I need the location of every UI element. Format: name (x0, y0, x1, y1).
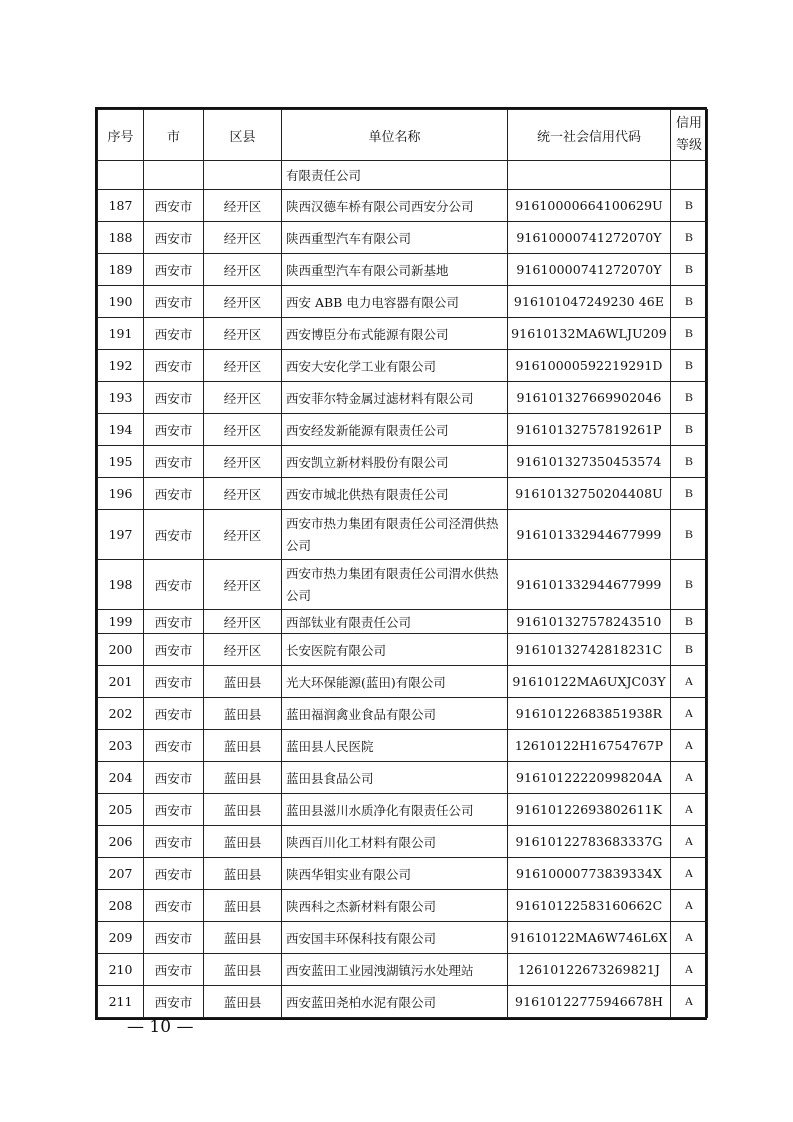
cell-code: 916101047249230 46E (508, 286, 671, 318)
cell-seq: 204 (98, 762, 144, 794)
cell-code: 91610122220998204A (508, 762, 671, 794)
cell-seq: 194 (98, 414, 144, 446)
cell-city: 西安市 (144, 414, 204, 446)
cell-name: 陕西科之杰新材料有限公司 (282, 890, 508, 922)
cell-name: 陕西百川化工材料有限公司 (282, 826, 508, 858)
cell-code: 91610122783683337G (508, 826, 671, 858)
cell-rating: B (671, 190, 708, 222)
cell-district: 经开区 (204, 222, 282, 254)
table-row (98, 222, 708, 254)
cell-seq: 201 (98, 666, 144, 698)
cell-seq: 190 (98, 286, 144, 318)
table-row (98, 382, 708, 414)
cell-city: 西安市 (144, 222, 204, 254)
table-row (98, 286, 708, 318)
cell-name: 西部钛业有限责任公司 (282, 610, 508, 634)
cell-code: 91610000592219291D (508, 350, 671, 382)
cell-code: 91610000664100629U (508, 190, 671, 222)
table-row (98, 986, 708, 1018)
cell-name: 蓝田县食品公司 (282, 762, 508, 794)
cell-seq: 189 (98, 254, 144, 286)
cell-rating: A (671, 826, 708, 858)
cell-rating: B (671, 254, 708, 286)
cell-district: 蓝田县 (204, 954, 282, 986)
header-row (98, 110, 708, 161)
header-grade-line2: 等级 (675, 138, 702, 153)
cell-city: 西安市 (144, 382, 204, 414)
cell-seq: 193 (98, 382, 144, 414)
cell-city: 西安市 (144, 190, 204, 222)
table-body (98, 161, 708, 1018)
cell-city: 西安市 (144, 890, 204, 922)
table-row (98, 858, 708, 890)
cell (144, 161, 204, 190)
cell-rating: A (671, 954, 708, 986)
cell-name: 西安经发新能源有限责任公司 (282, 414, 508, 446)
cell-district: 经开区 (204, 286, 282, 318)
cell-name: 西安菲尔特金属过滤材料有限公司 (282, 382, 508, 414)
table (97, 109, 708, 1018)
cell-code: 12610122H16754767P (508, 730, 671, 762)
table-row (98, 414, 708, 446)
cell-district: 经开区 (204, 254, 282, 286)
cell-city: 西安市 (144, 350, 204, 382)
cell-name: 陕西重型汽车有限公司新基地 (282, 254, 508, 286)
cell-city: 西安市 (144, 762, 204, 794)
cell-city: 西安市 (144, 610, 204, 634)
table-row (98, 826, 708, 858)
cell-district: 蓝田县 (204, 922, 282, 954)
cell-code: 91610122693802611K (508, 794, 671, 826)
cell-seq: 210 (98, 954, 144, 986)
table-row (98, 890, 708, 922)
cell-district: 经开区 (204, 190, 282, 222)
cell-code: 91610000773839334X (508, 858, 671, 890)
cell-name: 西安市城北供热有限责任公司 (282, 478, 508, 510)
cell-seq: 197 (98, 510, 144, 560)
cell-name: 西安大安化学工业有限公司 (282, 350, 508, 382)
cell-city: 西安市 (144, 510, 204, 560)
cell-name: 西安博臣分布式能源有限公司 (282, 318, 508, 350)
cell-city: 西安市 (144, 986, 204, 1018)
table-row (98, 610, 708, 634)
cell-city: 西安市 (144, 922, 204, 954)
cell-seq: 198 (98, 560, 144, 610)
cell-district: 经开区 (204, 414, 282, 446)
cell-code: 91610122683851938R (508, 698, 671, 730)
cell-seq: 202 (98, 698, 144, 730)
cell-code: 91610000741272070Y (508, 254, 671, 286)
cell-code: 91610122775946678H (508, 986, 671, 1018)
cell-code: 916101332944677999 (508, 560, 671, 610)
cell-seq: 209 (98, 922, 144, 954)
cell-rating: A (671, 794, 708, 826)
cell-rating: B (671, 610, 708, 634)
cell-seq: 191 (98, 318, 144, 350)
table-row (98, 634, 708, 666)
table-row (98, 350, 708, 382)
cell-code: 916101327350453574 (508, 446, 671, 478)
table-row (98, 666, 708, 698)
header-code: 统一社会信用代码 (508, 110, 671, 161)
cell-district: 经开区 (204, 446, 282, 478)
cell (98, 161, 144, 190)
table-row (98, 510, 708, 560)
cell-rating: B (671, 478, 708, 510)
cell-district: 蓝田县 (204, 794, 282, 826)
cell-rating: A (671, 858, 708, 890)
cell-name: 西安蓝田尧柏水泥有限公司 (282, 986, 508, 1018)
cell-city: 西安市 (144, 560, 204, 610)
cell-rating: A (671, 890, 708, 922)
cell-rating: A (671, 922, 708, 954)
cell-seq: 199 (98, 610, 144, 634)
cell-code: 916101327578243510 (508, 610, 671, 634)
cell-name: 西安市热力集团有限责任公司渭水供热公司 (282, 560, 508, 610)
cell-district: 蓝田县 (204, 858, 282, 890)
header-grade (671, 110, 708, 161)
table-row (98, 190, 708, 222)
cell-rating: A (671, 698, 708, 730)
cell-city: 西安市 (144, 318, 204, 350)
cell-city: 西安市 (144, 954, 204, 986)
cell-name: 蓝田县滋川水质净化有限责任公司 (282, 794, 508, 826)
cell-name: 蓝田县人民医院 (282, 730, 508, 762)
cell-district: 蓝田县 (204, 986, 282, 1018)
cell-seq: 207 (98, 858, 144, 890)
cell-code: 91610000741272070Y (508, 222, 671, 254)
cell-seq: 188 (98, 222, 144, 254)
cell-rating: A (671, 986, 708, 1018)
cell-seq: 196 (98, 478, 144, 510)
header-grade-line1: 信用 (675, 116, 702, 131)
cell-rating: B (671, 446, 708, 478)
table-row (98, 446, 708, 478)
table-row (98, 254, 708, 286)
cell-rating: A (671, 762, 708, 794)
cell-rating: B (671, 510, 708, 560)
cell-city: 西安市 (144, 698, 204, 730)
cell-seq: 203 (98, 730, 144, 762)
cell-city: 西安市 (144, 446, 204, 478)
cell (508, 161, 671, 190)
header-seq: 序号 (98, 110, 144, 161)
cell-rating: B (671, 634, 708, 666)
cell-city: 西安市 (144, 858, 204, 890)
cell-district: 经开区 (204, 382, 282, 414)
cell-seq: 200 (98, 634, 144, 666)
cell-district: 经开区 (204, 634, 282, 666)
cell-code: 91610122583160662C (508, 890, 671, 922)
cell-rating: A (671, 666, 708, 698)
cell-district: 经开区 (204, 560, 282, 610)
cell-district: 蓝田县 (204, 698, 282, 730)
cell-name: 西安 ABB 电力电容器有限公司 (282, 286, 508, 318)
cell-district: 蓝田县 (204, 666, 282, 698)
cell-city: 西安市 (144, 478, 204, 510)
cell-name: 陕西华钼实业有限公司 (282, 858, 508, 890)
cell-rating: B (671, 414, 708, 446)
cell-name: 西安国丰环保科技有限公司 (282, 922, 508, 954)
cell-city: 西安市 (144, 254, 204, 286)
cell-code: 91610122MA6W746L6X (508, 922, 671, 954)
cell-rating: A (671, 730, 708, 762)
cell-name: 陕西汉德车桥有限公司西安分公司 (282, 190, 508, 222)
cell-rating: B (671, 286, 708, 318)
cell-code: 91610122MA6UXJC03Y (508, 666, 671, 698)
cell-district: 经开区 (204, 610, 282, 634)
cell-code: 916101332944677999 (508, 510, 671, 560)
cell-district: 经开区 (204, 318, 282, 350)
cell-seq: 206 (98, 826, 144, 858)
cell-seq: 192 (98, 350, 144, 382)
cell-seq: 208 (98, 890, 144, 922)
cell-city: 西安市 (144, 634, 204, 666)
table-row (98, 730, 708, 762)
cell-district: 经开区 (204, 478, 282, 510)
cell-code: 12610122673269821J (508, 954, 671, 986)
table-row (98, 318, 708, 350)
table-row (98, 762, 708, 794)
continuation-row (98, 161, 708, 190)
cell-name: 有限责任公司 (282, 161, 508, 190)
cell-rating: B (671, 560, 708, 610)
cell-city: 西安市 (144, 286, 204, 318)
cell-district: 蓝田县 (204, 762, 282, 794)
cell-code: 916101327669902046 (508, 382, 671, 414)
cell-city: 西安市 (144, 666, 204, 698)
page-number: — 10 — (127, 1017, 194, 1037)
table-row (98, 698, 708, 730)
cell-name: 西安市热力集团有限责任公司泾渭供热公司 (282, 510, 508, 560)
cell-rating: B (671, 222, 708, 254)
cell-seq: 205 (98, 794, 144, 826)
cell-city: 西安市 (144, 826, 204, 858)
header-district: 区县 (204, 110, 282, 161)
cell (204, 161, 282, 190)
cell-name: 蓝田福润禽业食品有限公司 (282, 698, 508, 730)
table-row (98, 478, 708, 510)
cell-rating: B (671, 318, 708, 350)
header-city: 市 (144, 110, 204, 161)
table-row (98, 560, 708, 610)
cell-code: 91610132742818231C (508, 634, 671, 666)
table-row (98, 954, 708, 986)
cell-code: 91610132750204408U (508, 478, 671, 510)
cell-district: 蓝田县 (204, 826, 282, 858)
cell-code: 91610132MA6WLJU209 (508, 318, 671, 350)
cell-seq: 195 (98, 446, 144, 478)
cell-name: 西安凯立新材料股份有限公司 (282, 446, 508, 478)
cell-name: 光大环保能源(蓝田)有限公司 (282, 666, 508, 698)
cell-seq: 187 (98, 190, 144, 222)
cell-district: 经开区 (204, 510, 282, 560)
header-name: 单位名称 (282, 110, 508, 161)
cell-district: 蓝田县 (204, 890, 282, 922)
cell-name: 陕西重型汽车有限公司 (282, 222, 508, 254)
cell-city: 西安市 (144, 730, 204, 762)
cell-district: 蓝田县 (204, 730, 282, 762)
cell-city: 西安市 (144, 794, 204, 826)
cell-seq: 211 (98, 986, 144, 1018)
table-row (98, 922, 708, 954)
credit-rating-table (95, 107, 707, 1020)
cell-code: 91610132757819261P (508, 414, 671, 446)
cell (671, 161, 708, 190)
cell-rating: B (671, 350, 708, 382)
table-row (98, 794, 708, 826)
cell-rating: B (671, 382, 708, 414)
cell-district: 经开区 (204, 350, 282, 382)
cell-name: 西安蓝田工业园洩湖镇污水处理站 (282, 954, 508, 986)
cell-name: 长安医院有限公司 (282, 634, 508, 666)
